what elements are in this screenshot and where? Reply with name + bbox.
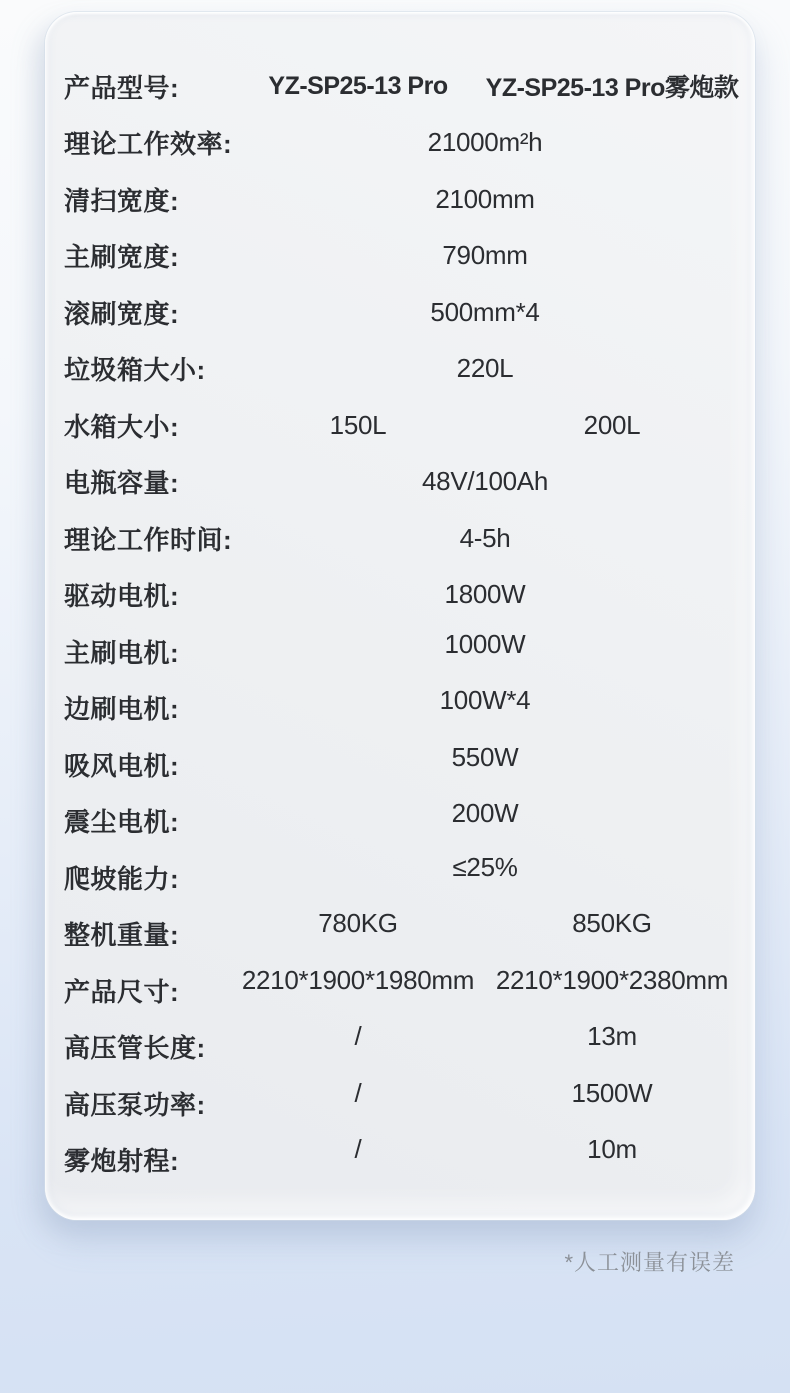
spec-value-fog-cannon: 2210*1900*2380mm: [495, 964, 729, 995]
spec-label: 理论工作时间:: [64, 524, 233, 555]
spec-label: 驱动电机:: [64, 581, 180, 612]
measurement-disclaimer: *人工测量有误差: [564, 1250, 735, 1275]
spec-row-drive-motor: [45, 567, 755, 624]
spec-row-trash-bin-size: [45, 341, 755, 398]
spec-value: 100W*4: [439, 685, 531, 716]
spec-value-standard: /: [354, 1134, 362, 1165]
spec-label: 滚刷宽度:: [64, 298, 180, 329]
spec-value: 220L: [456, 353, 514, 384]
spec-value: 2100mm: [435, 183, 535, 214]
spec-row-main-brush-width: [45, 228, 755, 285]
spec-row-dust-shaker-motor: [45, 793, 755, 850]
spec-row-high-pressure-hose-length: [45, 1019, 755, 1076]
spec-label: 理论工作效率:: [64, 129, 233, 160]
spec-label: 吸风电机:: [64, 750, 180, 781]
column-header-model-standard: YZ-SP25-13 Pro: [268, 71, 448, 100]
spec-value-standard: /: [354, 1021, 362, 1052]
spec-label: 产品尺寸:: [64, 976, 180, 1007]
spec-label: 水箱大小:: [64, 411, 180, 442]
spec-label-product-model: 产品型号:: [64, 72, 180, 103]
spec-row-side-brush-motor: [45, 680, 755, 737]
spec-row-machine-weight: [45, 906, 755, 963]
spec-value: 500mm*4: [430, 296, 540, 327]
spec-row-roller-brush-width: [45, 284, 755, 341]
spec-label: 震尘电机:: [64, 807, 180, 838]
spec-value-standard: 150L: [329, 409, 387, 440]
spec-value: 21000m²h: [427, 127, 543, 158]
spec-row-high-pressure-pump-power: [45, 1075, 755, 1132]
spec-label: 主刷电机:: [64, 637, 180, 668]
spec-value: 1800W: [444, 579, 526, 610]
spec-label: 爬坡能力:: [64, 863, 180, 894]
spec-value: 4-5h: [459, 522, 511, 553]
column-header-model-fog-cannon: YZ-SP25-13 Pro雾炮款: [485, 74, 739, 103]
spec-label: 电瓶容量:: [64, 468, 180, 499]
spec-label: 高压管长度:: [64, 1033, 206, 1064]
spec-row-sweep-width: [45, 171, 755, 228]
spec-value: 550W: [451, 741, 519, 772]
spec-row-work-efficiency: [45, 115, 755, 172]
spec-value-standard: /: [354, 1077, 362, 1108]
spec-value: 790mm: [442, 240, 528, 271]
spec-label: 垃圾箱大小:: [64, 355, 206, 386]
spec-row-climbing-ability: [45, 849, 755, 906]
spec-value-standard: 780KG: [318, 908, 398, 939]
spec-value-standard: 2210*1900*1980mm: [241, 964, 475, 995]
spec-value: 1000W: [444, 628, 526, 659]
spec-value-fog-cannon: 200L: [583, 409, 641, 440]
spec-value: 48V/100Ah: [422, 466, 548, 497]
spec-label: 主刷宽度:: [64, 242, 180, 273]
spec-value-fog-cannon: 850KG: [572, 908, 652, 939]
header-row: [45, 58, 755, 115]
spec-label: 边刷电机:: [64, 694, 180, 725]
spec-value: ≤25%: [452, 851, 518, 882]
spec-value-fog-cannon: 1500W: [571, 1077, 653, 1108]
spec-value: 200W: [451, 798, 519, 829]
spec-row-battery-capacity: [45, 454, 755, 511]
spec-row-product-dimensions: [45, 962, 755, 1019]
spec-value-fog-cannon: 10m: [587, 1134, 637, 1165]
spec-value-fog-cannon: 13m: [587, 1021, 637, 1052]
spec-label: 高压泵功率:: [64, 1089, 206, 1120]
spec-row-main-brush-motor: [45, 623, 755, 680]
spec-row-fog-cannon-range: [45, 1132, 755, 1189]
spec-row-work-time: [45, 510, 755, 567]
spec-label: 雾炮射程:: [64, 1146, 180, 1177]
spec-card: [45, 12, 755, 1220]
spec-row-suction-motor: [45, 736, 755, 793]
spec-label: 整机重量:: [64, 920, 180, 951]
spec-label: 清扫宽度:: [64, 185, 180, 216]
spec-row-water-tank-size: [45, 397, 755, 454]
